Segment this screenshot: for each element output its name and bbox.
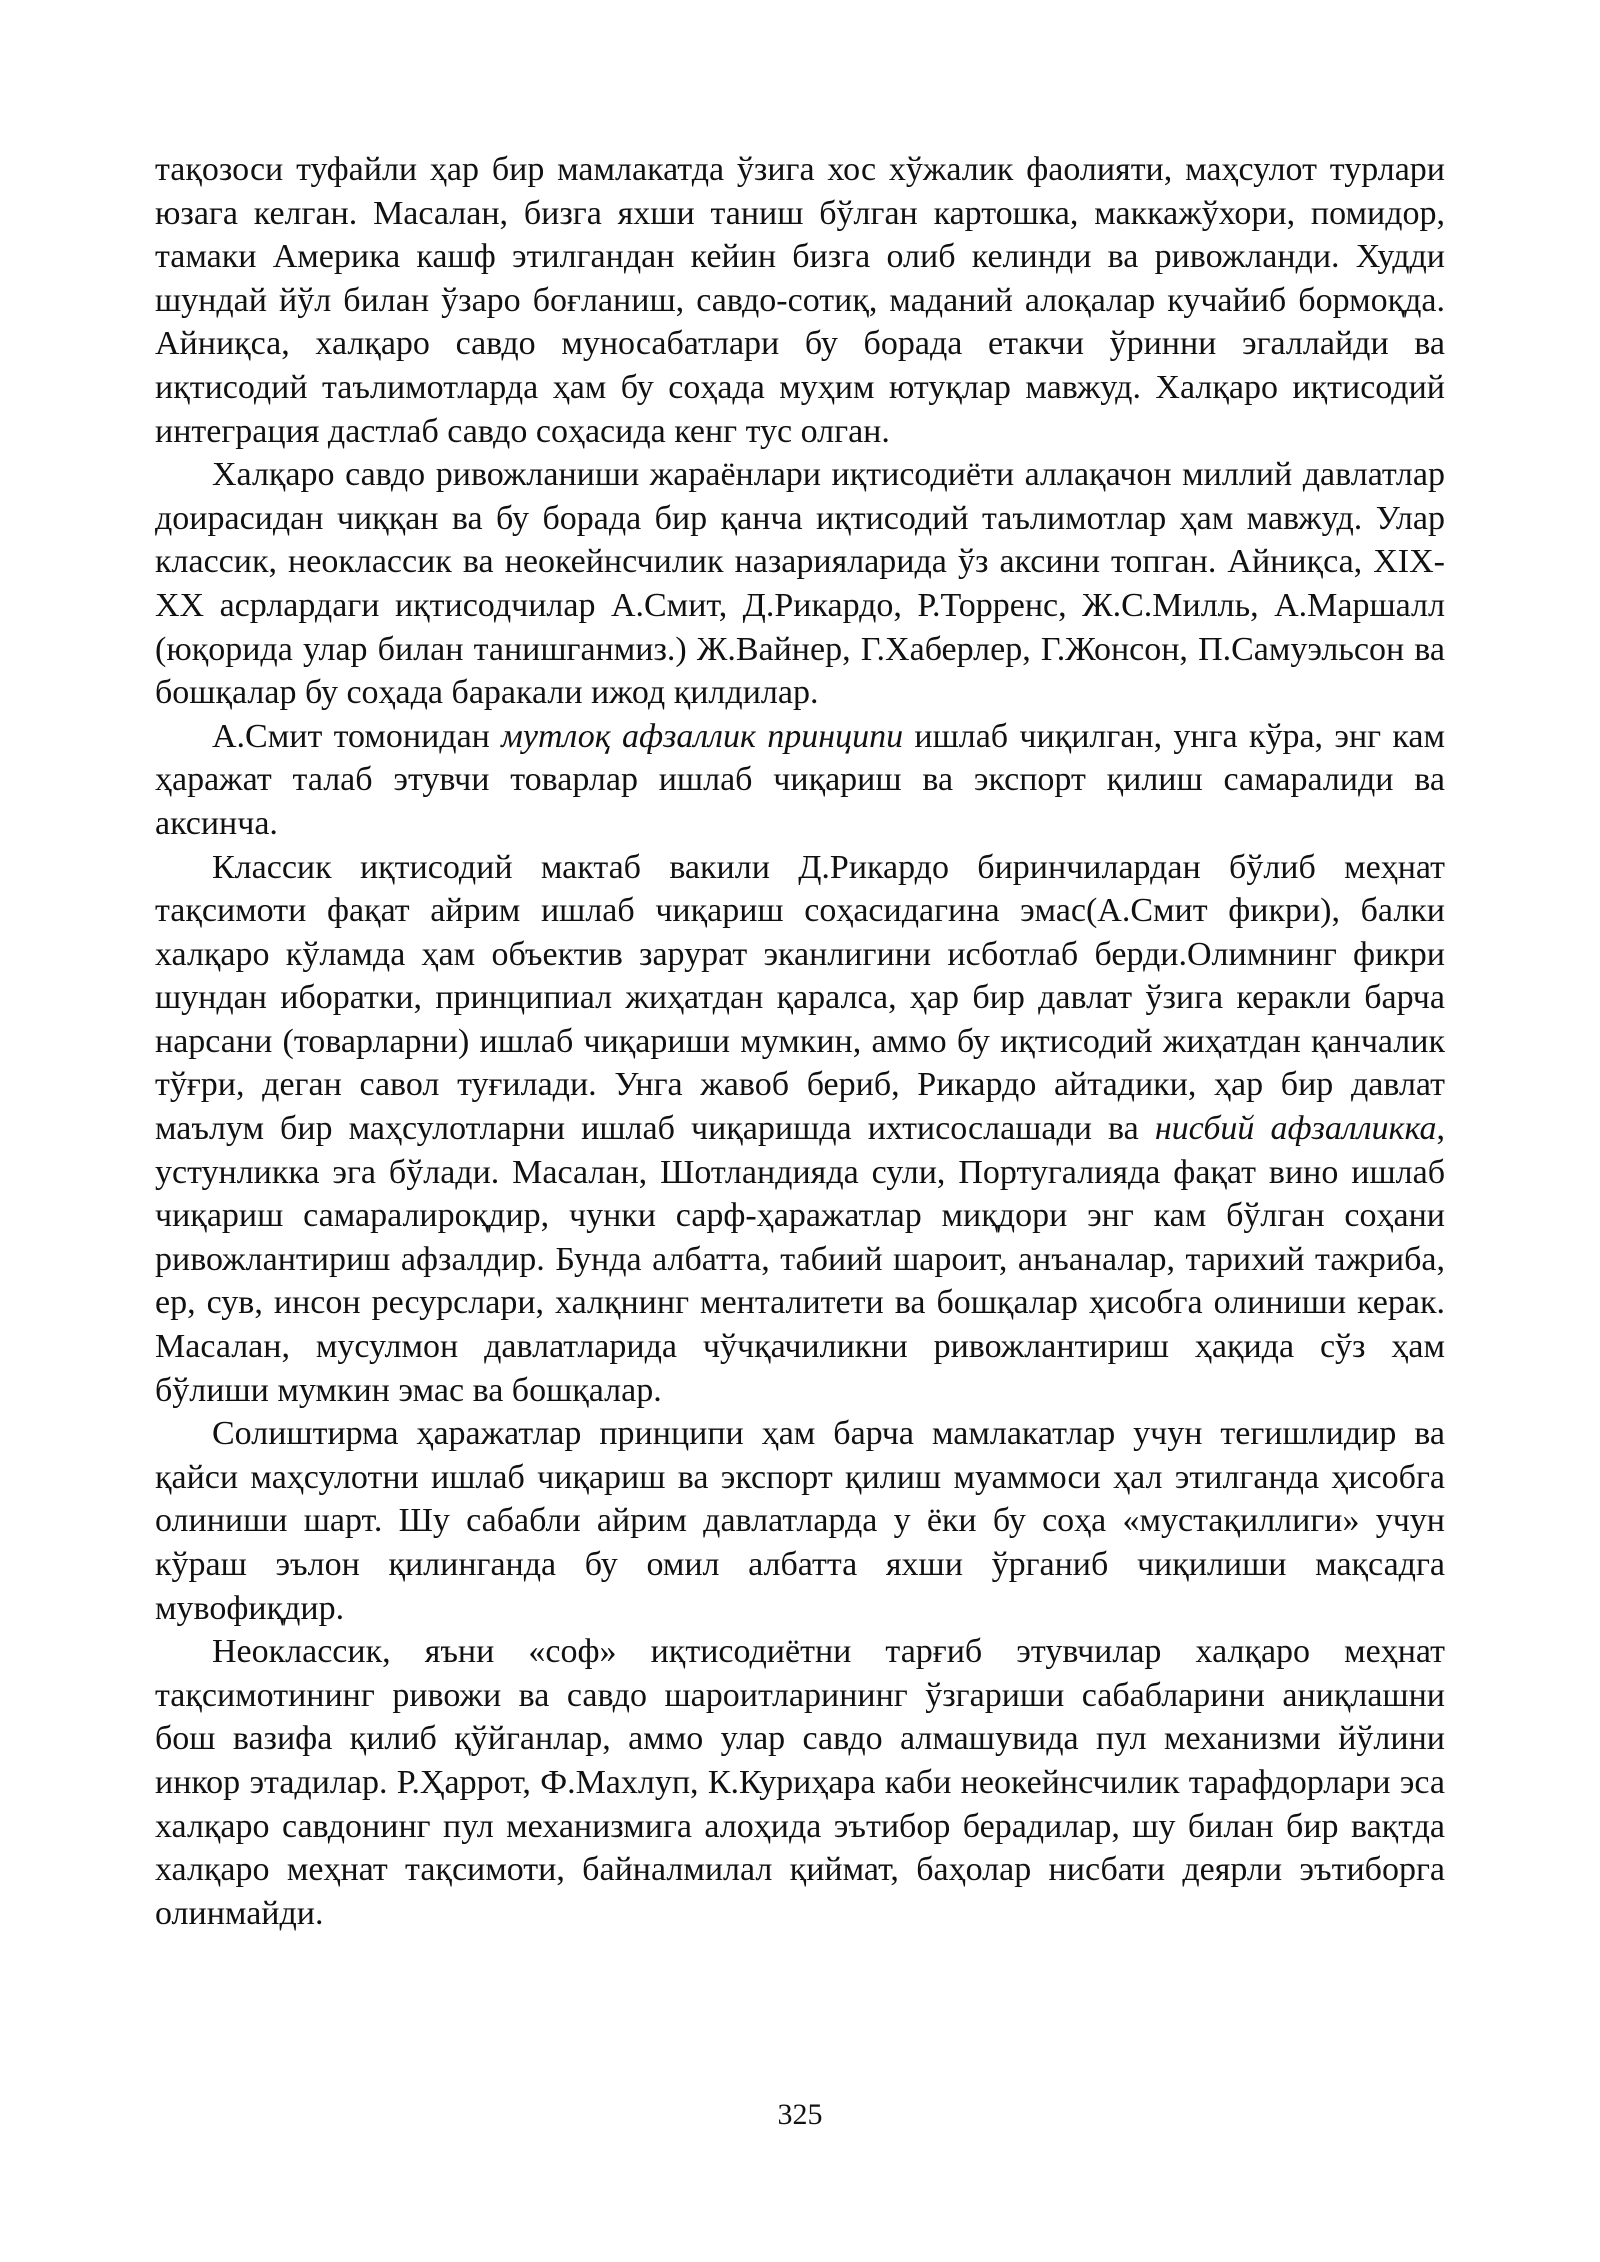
page-number: 325 [777, 2098, 823, 2131]
paragraph-4 [155, 846, 1445, 1413]
paragraph-3-text-a: А.Смит томонидан [212, 717, 502, 755]
page-body [155, 148, 1445, 1935]
paragraph-5 [155, 1412, 1445, 1630]
paragraph-3-text-b: ишлаб чиқилган, унга кўра, энг кам ҳаражат талаб этувчи товарлар ишлаб чиқариш ва экспорт қилиш самаралиди ва аксинча. [155, 717, 1446, 842]
paragraph-5-text: Солиштирма ҳаражатлар принципи ҳам барча мамлакатлар учун тегишлидир ва қайси маҳсулотни ишлаб чиқариш ва экспорт қилиш муаммоси ҳал этилганда ҳисобга олиниши шарт. Шу сабабли айрим давлатларда у ёки бу соҳа «мустақиллиги» учун кўраш эълон қилинганда бу омил албатта яхши ўрганиб чиқилиши мақсадга мувофиқдир. [155, 1415, 1445, 1627]
paragraph-2 [155, 453, 1445, 715]
paragraph-3 [155, 715, 1445, 846]
paragraph-1 [155, 148, 1445, 453]
term-absolute-advantage: мутлоқ афзаллик принципи [501, 717, 904, 755]
paragraph-6 [155, 1630, 1445, 1935]
paragraph-1-text: тақозоси туфайли ҳар бир мамлакатда ўзига хос хўжалик фаолияти, маҳсулот турлари юзага келган. Масалан, бизга яхши таниш бўлган картошка, маккажўхори, помидор, тамаки Америка кашф этилгандан кейин бизга олиб келинди ва ривожланди. Худди шундай йўл билан ўзаро боғланиш, савдо-сотиқ, маданий алоқалар кучайиб бормоқда. Айниқса, халқаро савдо муносабатлари бу борада етакчи ўринни эгаллайди ва иқтисодий таълимотларда ҳам бу соҳада муҳим ютуқлар мавжуд. Халқаро иқтисодий интеграция дастлаб савдо соҳасида кенг тус олган. [155, 151, 1445, 450]
paragraph-4-text-b: , устунликка эга бўлади. Масалан, Шотландияда сули, Португалияда фақат вино ишлаб чиқариш самаралироқдир, чунки сарф-ҳаражатлар миқдори энг кам бўлган соҳани ривожлантириш афзалдир. Бунда албатта, табиий шароит, анъаналар, тарихий тажриба, ер, сув, инсон ресурслари, халқнинг менталитети ва бошқалар ҳисобга олиниши керак. Масалан, мусулмон давлатларида чўчқачиликни ривожлантириш ҳақида сўз ҳам бўлиши мумкин эмас ва бошқалар. [155, 1110, 1446, 1409]
paragraph-2-text: Халқаро савдо ривожланиши жараёнлари иқтисодиёти аллақачон миллий давлатлар доирасидан чиққан ва бу борада бир қанча иқтисодий таълимотлар ҳам мавжуд. Улар классик, неоклассик ва неокейнсчилик назарияларида ўз аксини топган. Айниқса, XIX-XX асрлардаги иқтисодчилар А.Смит, Д.Рикардо, Р.Торренс, Ж.С.Милль, А.Маршалл (юқорида улар билан танишганмиз.) Ж.Вайнер, Г.Хаберлер, Г.Жонсон, П.Самуэльсон ва бошқалар бу соҳада баракали ижод қилдилар. [155, 456, 1445, 712]
term-comparative-advantage: нисбий афзалликка [1154, 1110, 1437, 1148]
paragraph-6-text: Неоклассик, яъни «соф» иқтисодиётни тарғиб этувчилар халқаро меҳнат тақсимотининг ривожи ва савдо шароитларининг ўзгариши сабабларини аниқлашни бош вазифа қилиб қўйганлар, аммо улар савдо алмашувида пул механизми йўлини инкор этадилар. Р.Ҳаррот, Ф.Махлуп, К.Куриҳара каби неокейнсчилик тарафдорлари эса халқаро савдонинг пул механизмига алоҳида эътибор берадилар, шу билан бир вақтда халқаро меҳнат тақсимоти, байналмилал қиймат, баҳолар нисбати деярли эътиборга олинмайди. [155, 1633, 1445, 1932]
paragraph-4-text-a: Классик иқтисодий мактаб вакили Д.Рикардо биринчилардан бўлиб меҳнат тақсимоти фақат айрим ишлаб чиқариш соҳасидагина эмас(А.Смит фикри), балки халқаро кўламда ҳам объектив зарурат эканлигини исботлаб берди.Олимнинг фикри шундан иборатки, принципиал жиҳатдан қаралса, ҳар бир давлат ўзига керакли барча нарсани (товарларни) ишлаб чиқариши мумкин, аммо бу иқтисодий жиҳатдан қанчалик тўғри, деган савол туғилади. Унга жавоб бериб, Рикардо айтадики, ҳар бир давлат маълум бир маҳсулотларни ишлаб чиқаришда ихтисослашади ва [155, 848, 1445, 1148]
